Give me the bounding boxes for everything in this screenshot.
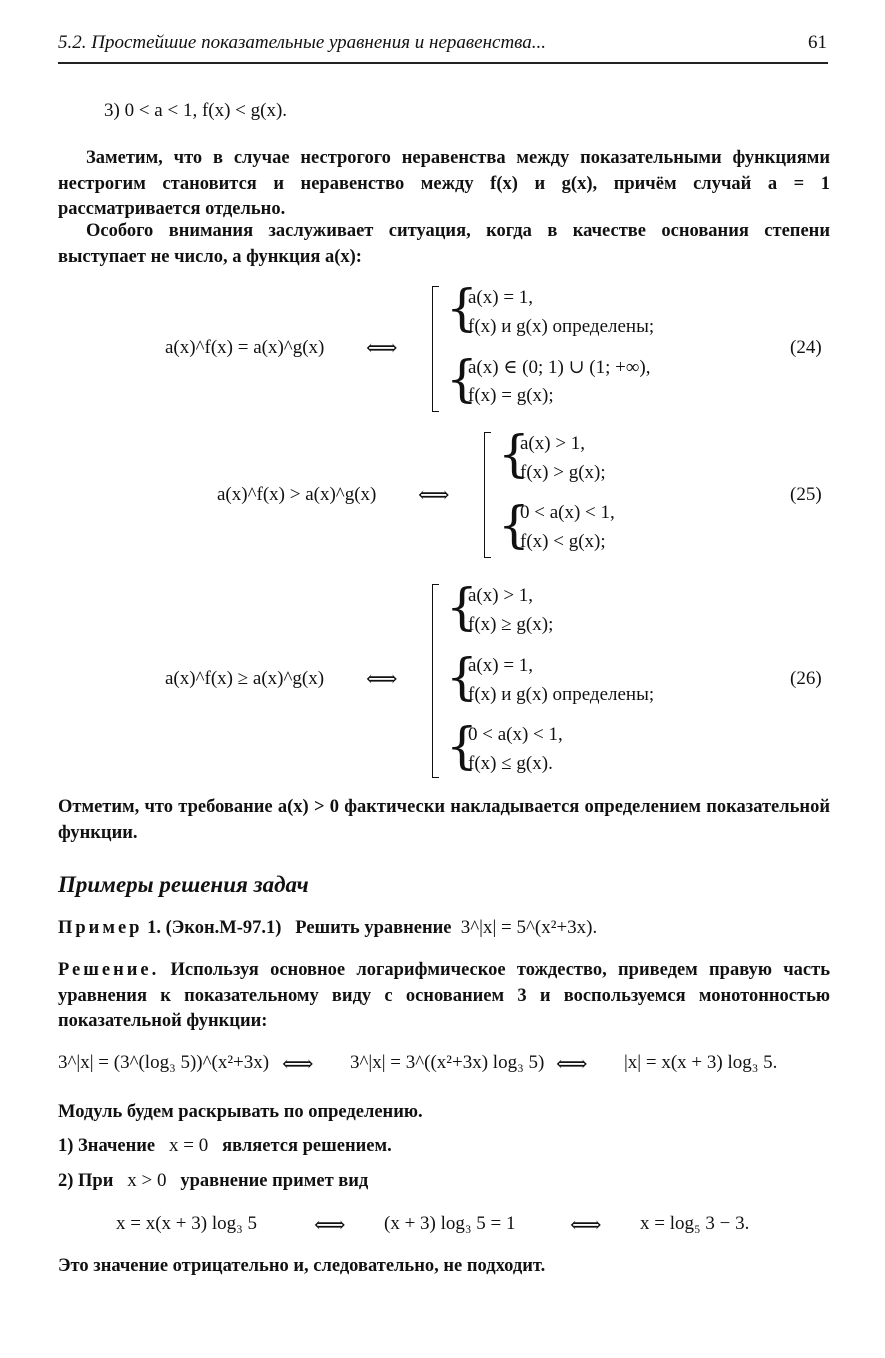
eq-last-arrow-1: ⟺ <box>314 1212 346 1237</box>
eq25-sys2-line1: 0 < a(x) < 1, <box>520 502 615 523</box>
eq26-sys3-line2: f(x) ≤ g(x). <box>468 753 553 774</box>
eq25-brace-2: { <box>498 496 530 554</box>
paragraph-nonstrict-note: Заметим, что в случае нестрогого неравенства между показательными функциями нестрогим становится и неравенство между f(x) и g(x), причём случай a = 1 рассматривается отдельно. <box>58 148 830 219</box>
example-task: Решить уравнение <box>295 918 452 938</box>
item-1-math: x = 0 <box>169 1135 209 1156</box>
eq26-equivalence-arrow: ⟺ <box>366 666 398 691</box>
item-2 <box>58 1168 368 1194</box>
eq24-sys1-line2: f(x) и g(x) определены; <box>468 316 655 337</box>
example-equation: 3^|x| = 5^(x²+3x). <box>460 917 598 938</box>
eq26-sys1-line2: f(x) ≥ g(x); <box>468 614 554 635</box>
eq24-sys2-line2: f(x) = g(x); <box>468 385 554 406</box>
item-2-prefix: 2) При <box>58 1171 114 1191</box>
solution-label: Решение. <box>58 960 160 980</box>
eq-last-part1: x = x(x + 3) log₃ 5 <box>116 1213 257 1234</box>
eq26-sys3-line1: 0 < a(x) < 1, <box>468 724 563 745</box>
eq25-lhs: a(x)^f(x) > a(x)^g(x) <box>217 484 377 505</box>
eq24-sys2-line1: a(x) ∈ (0; 1) ∪ (1; +∞), <box>468 357 651 378</box>
eq25-equivalence-arrow: ⟺ <box>418 482 450 507</box>
eq24-lhs: a(x)^f(x) = a(x)^g(x) <box>165 337 325 358</box>
header-rule <box>58 62 828 64</box>
case-3-line: 3) 0 < a < 1, f(x) < g(x). <box>104 100 288 121</box>
eq26-brace-1: { <box>446 578 478 636</box>
eq-last-part2: (x + 3) log₃ 5 = 1 <box>384 1213 516 1234</box>
eq25-brace-1: { <box>498 425 530 483</box>
eq25-sys1-line1: a(x) > 1, <box>520 433 586 454</box>
eq25-sys2-line2: f(x) < g(x); <box>520 531 606 552</box>
example-source: (Экон.М-97.1) <box>165 918 282 938</box>
eq26-brace-3: { <box>446 717 478 775</box>
page-number: 61 <box>808 32 827 53</box>
modulus-line: Модуль будем раскрывать по определению. <box>58 1102 423 1122</box>
eq24-outer-bracket <box>432 286 439 412</box>
item-1 <box>58 1133 392 1159</box>
eq-main-arrow-2: ⟺ <box>556 1051 588 1076</box>
eq26-outer-bracket <box>432 584 439 778</box>
eq26-lhs: a(x)^f(x) ≥ a(x)^g(x) <box>165 668 325 689</box>
eq26-number: (26) <box>790 668 822 689</box>
example-label: Пример <box>58 918 143 938</box>
solution-paragraph: Решение. Используя основное логарифмическое тождество, приведем правую часть уравнения к показательному виду с основанием 3 и воспользуемся монотонностью показательной функции: <box>58 960 830 1031</box>
eq24-brace-1: { <box>446 279 478 337</box>
eq-main-part3: |x| = x(x + 3) log₃ 5. <box>624 1052 778 1073</box>
eq26-sys2-line2: f(x) и g(x) определены; <box>468 684 655 705</box>
eq26-sys1-line1: a(x) > 1, <box>468 585 534 606</box>
eq24-brace-2: { <box>446 350 478 408</box>
final-line: Это значение отрицательно и, следовательно, не подходит. <box>58 1256 546 1276</box>
eq-main-part1: 3^|x| = (3^(log₃ 5))^(x²+3x) <box>58 1052 270 1073</box>
eq25-sys1-line2: f(x) > g(x); <box>520 462 606 483</box>
eq24-sys1-line1: a(x) = 1, <box>468 287 534 308</box>
section-heading: Примеры решения задач <box>58 872 309 897</box>
eq-last-arrow-2: ⟺ <box>570 1212 602 1237</box>
eq26-sys2-line1: a(x) = 1, <box>468 655 534 676</box>
eq-main-arrow-1: ⟺ <box>282 1051 314 1076</box>
eq25-number: (25) <box>790 484 822 505</box>
eq24-equivalence-arrow: ⟺ <box>366 335 398 360</box>
example-1-line <box>58 915 597 941</box>
running-header-title: 5.2. Простейшие показательные уравнения и неравенства... <box>58 32 547 53</box>
item-2-math: x > 0 <box>127 1170 167 1191</box>
paragraph-function-base: Особого внимания заслуживает ситуация, когда в качестве основания степени выступает не число, а функция a(x): <box>58 221 830 267</box>
eq-last-part3: x = log₅ 3 − 3. <box>640 1213 750 1234</box>
eq-main-part2: 3^|x| = 3^((x²+3x) log₃ 5) <box>350 1052 545 1073</box>
item-1-suffix: является решением. <box>222 1136 392 1156</box>
example-number: 1. <box>147 918 161 938</box>
eq26-brace-2: { <box>446 648 478 706</box>
paragraph-positivity-note: Отметим, что требование a(x) > 0 фактически накладывается определением показательной функции. <box>58 797 830 843</box>
eq25-outer-bracket <box>484 432 491 558</box>
item-2-suffix: уравнение примет вид <box>180 1171 369 1191</box>
eq24-number: (24) <box>790 337 822 358</box>
item-1-prefix: 1) Значение <box>58 1136 156 1156</box>
